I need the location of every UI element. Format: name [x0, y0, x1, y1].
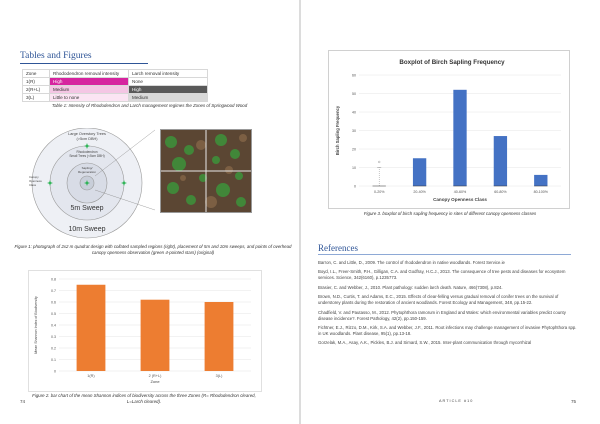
x-tick-label: 20-40% — [413, 190, 426, 194]
figure2-caption: Figure 2. bar chart of the mean Shannon indices of biodiversity across the three Zones (R= Rhododendron cleared, L=Larch cleared). — [32, 393, 256, 404]
side-label: Canopy — [29, 175, 39, 179]
side-label-2: Openness — [29, 179, 42, 183]
y-tick-label: 0.8 — [51, 277, 56, 282]
inner-label: Sapling/ — [81, 166, 93, 170]
sweep-10m-label: 10m Sweep — [68, 226, 106, 233]
bar — [77, 285, 106, 371]
zones-table — [22, 69, 208, 102]
x-tick-label: 2 (R+L) — [148, 374, 162, 378]
box — [534, 175, 547, 186]
y-axis-label: Birch Sapling Frequency — [335, 105, 340, 156]
figure1-caption: Figure 1: photograph of 2x2 m quadrat design with collated sampled regions (right), placement of 5m and 10m sweeps, and points of overhead canopy openness observation (green 4-pointed stars) (original) — [14, 244, 292, 255]
y-tick-label: 10 — [352, 165, 356, 170]
inner-label-sub: Regeneration — [77, 170, 97, 174]
outlier-point — [378, 161, 380, 163]
quadrat-photo-image — [161, 130, 251, 212]
y-tick-label: 0.5 — [51, 311, 56, 316]
table-cell: Medium — [50, 86, 129, 94]
reference-item: Brasier, C. and Webber, J., 2010. Plant pathology: sudden larch death. Nature, 466(7308), p.824. — [318, 284, 503, 290]
reference-item: Boyd, I.L., Freer-Smith, P.H., Gilligan, C.A. and Godfray, H.C.J., 2013. The consequence of tree pests and diseases for ecosystem services. Science, 342(6160), p.1235773. — [318, 269, 566, 281]
table-cell: 1(R) — [23, 78, 50, 86]
y-tick-label: 30 — [352, 128, 356, 133]
left-page — [0, 0, 299, 424]
box — [413, 158, 426, 186]
table-cell: 3(L) — [23, 94, 50, 102]
page-number-right: 75 — [571, 399, 577, 404]
outer-label-sub: (>5cm DBH) — [76, 137, 98, 141]
figure3-caption: Figure 3. boxplot of birch sapling frequency in sites of different canopy openness classes — [363, 211, 537, 216]
reference-item: Fichtner, E.J., Rizzo, D.M., Kirk, S.A. and Webber, J.F., 2011. Root infections may challenge management of invasive Phytophthora spp. in UK woodlands. Plant disease, 95(1), pp.13-18. — [318, 324, 577, 336]
x-tick-label: 3(L) — [215, 374, 223, 378]
article-label: ARTICLE #10 — [439, 399, 474, 403]
references-title: References — [318, 243, 358, 253]
y-tick-label: 0.4 — [51, 323, 56, 328]
x-tick-label: 1(R) — [87, 374, 95, 378]
y-tick-label: 0.3 — [51, 334, 56, 339]
table-header: Zone — [23, 70, 50, 78]
table-header: Larch removal intensity — [129, 70, 208, 78]
y-tick-label: 60 — [352, 73, 356, 78]
sampling-design-diagram — [25, 128, 155, 243]
x-axis-label: Canopy Openness Class — [433, 197, 487, 202]
references-rule — [318, 254, 571, 255]
table-row — [23, 94, 208, 102]
table-cell: 2(R+L) — [23, 86, 50, 94]
bar — [141, 300, 170, 371]
side-label-3: Class — [29, 183, 36, 187]
title-rule — [20, 63, 148, 64]
table-header: Rhododendron removal intensity — [50, 70, 129, 78]
chart-title: Boxplot of Birch Sapling Frequency — [399, 59, 505, 66]
table-row — [23, 86, 208, 94]
x-tick-label: 60-80% — [494, 190, 507, 194]
y-tick-label: 0.6 — [51, 300, 56, 305]
bar — [205, 302, 234, 371]
table-cell: Little to none — [50, 94, 129, 102]
shannon-bar-chart — [28, 270, 262, 392]
table-header-row — [23, 70, 208, 78]
table-cell: None — [129, 78, 208, 86]
references-list — [318, 260, 580, 350]
birch-boxplot-chart — [328, 50, 570, 209]
table-caption: Table 1: Intensity of Rhododendron and Larch management regimes the Zones of Springwood Wood — [51, 103, 248, 108]
y-tick-label: 0.2 — [51, 346, 56, 351]
section-title: Tables and Figures — [20, 51, 92, 61]
box — [453, 90, 466, 186]
table-cell: High — [50, 78, 129, 86]
x-tick-label: 80-100% — [533, 190, 548, 194]
mid-label-sub: Small Trees (<5cm DBH) — [69, 154, 105, 158]
y-tick-label: 0.1 — [51, 357, 56, 362]
y-tick-label: 20 — [352, 147, 356, 152]
y-tick-label: 0 — [354, 184, 356, 189]
mid-label: Rhododendron — [76, 150, 98, 154]
y-tick-label: 50 — [352, 91, 356, 96]
box — [494, 136, 507, 186]
reference-item: Barron, C. and Little, D., 2009. The control of rhododendron in native woodlands. Forest Service.ie — [318, 260, 505, 265]
x-axis-label: Zone — [150, 379, 160, 384]
reference-item: Chadfield, V. and Pautasso, M., 2012. Phytophthora ramorum in England and Wales: which environmental variables predict county disease incidence?. Forest Pathology, 42(2), pp.150-159. — [318, 309, 566, 321]
table-cell: Medium — [129, 94, 208, 102]
reference-item: Brown, N.D., Curtis, T. and Adams, E.C., 2015. Effects of clear-felling versus gradual removal of conifer trees on the survival of understorey plants during the restoration of ancient woodlands. Forest Ecology and Management, 348, pp.15-22. — [318, 294, 559, 306]
quadrat-photo — [160, 129, 252, 213]
page-number-left: 74 — [20, 399, 26, 404]
outer-label: Large Overstory Trees — [68, 132, 106, 136]
y-tick-label: 40 — [352, 110, 356, 115]
table-cell: High — [129, 86, 208, 94]
x-tick-label: 40-60% — [453, 190, 467, 194]
x-tick-label: 0-20% — [374, 190, 385, 194]
y-tick-label: 0.7 — [51, 288, 56, 293]
sweep-5m-label: 5m Sweep — [70, 205, 104, 212]
y-tick-label: 0 — [54, 369, 56, 374]
table-row — [23, 78, 208, 86]
y-axis-label: Mean Shannon Index of Biodiversity — [34, 296, 38, 354]
reference-item: Gorzelak, M.A., Asay, A.K., Pickles, B.J. and Simard, S.W., 2015. Inter-plant communication through mycorrhizal — [318, 340, 532, 346]
